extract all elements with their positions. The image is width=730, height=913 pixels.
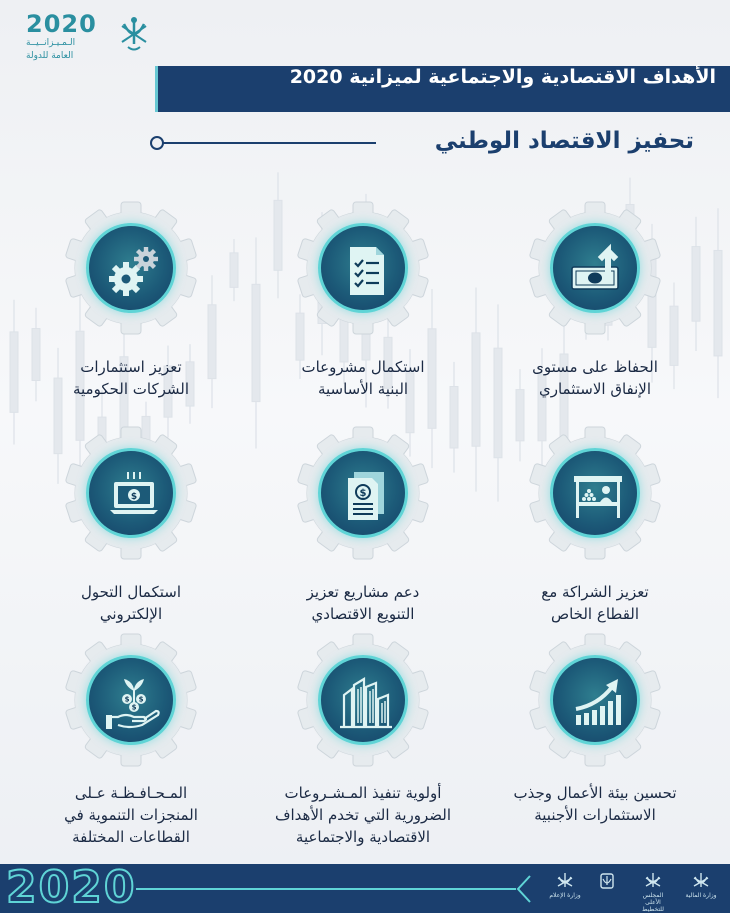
subtitle-underline bbox=[158, 142, 376, 144]
goal-label: استكمال التحول الإلكتروني bbox=[80, 583, 182, 623]
header bbox=[0, 0, 730, 66]
svg-text:$: $ bbox=[130, 492, 138, 502]
council-logo bbox=[590, 872, 624, 910]
national-emblem-icon bbox=[118, 14, 150, 54]
goal-icon-circle bbox=[550, 448, 640, 538]
svg-text:$: $ bbox=[124, 695, 130, 704]
footer-year: 2020 bbox=[6, 862, 137, 913]
financial-document-icon bbox=[336, 466, 396, 526]
section-subtitle: تحفيز الاقتصاد الوطني bbox=[434, 128, 694, 154]
gear-frame bbox=[527, 425, 663, 561]
gear-frame bbox=[527, 632, 663, 768]
logo-year: 2020 bbox=[26, 10, 97, 38]
gear-frame bbox=[63, 632, 199, 768]
goal-label: الحفاظ على مستوى الإنفاق الاستثماري bbox=[532, 358, 658, 398]
goal-label: تعزيز استثمارات الشركات الحكومية bbox=[72, 358, 190, 398]
footer bbox=[0, 864, 730, 913]
ministry-finance-logo: وزارة المالية bbox=[684, 872, 718, 910]
seal-icon bbox=[598, 872, 616, 890]
svg-text:$: $ bbox=[131, 703, 137, 712]
goal-icon-circle bbox=[86, 223, 176, 313]
goal-icon-circle bbox=[318, 223, 408, 313]
gear-frame bbox=[295, 632, 431, 768]
title-banner bbox=[155, 66, 730, 112]
goal-icon-circle bbox=[550, 655, 640, 745]
subtitle-dot bbox=[150, 136, 164, 150]
emblem-icon bbox=[556, 872, 574, 890]
ministry-information-logo: وزارة الإعلام bbox=[548, 872, 582, 910]
emblem-icon bbox=[692, 872, 710, 890]
footer-divider bbox=[136, 888, 516, 890]
gear-frame bbox=[63, 200, 199, 336]
goal-icon-circle bbox=[86, 448, 176, 538]
gear-frame bbox=[295, 200, 431, 336]
budget-logo bbox=[20, 10, 155, 66]
growth-chart-icon bbox=[568, 673, 628, 733]
logo-line1: الـمـيـزانــيــة bbox=[26, 38, 76, 48]
goal-label: تعزيز الشراكة مع القطاع الخاص bbox=[541, 583, 649, 623]
market-stall-icon bbox=[568, 466, 628, 526]
goal-icon-circle bbox=[318, 448, 408, 538]
goal-label: المـحـافـظـة عـلى المنجزات التنموية في القطاعات المختلفة bbox=[64, 784, 198, 846]
gear-frame bbox=[295, 425, 431, 561]
supreme-council-planning-logo: المجلس الأعلى للتخطيط bbox=[636, 872, 670, 910]
logo-line2: العامة للدولة bbox=[26, 51, 74, 61]
svg-text:$: $ bbox=[359, 488, 367, 499]
emblem-icon bbox=[644, 872, 662, 890]
money-up-arrow-icon bbox=[568, 241, 628, 301]
goal-icon-circle bbox=[550, 223, 640, 313]
gears-icon bbox=[104, 241, 164, 301]
laptop-dollar-icon bbox=[104, 466, 164, 526]
goal-icon-circle bbox=[86, 655, 176, 745]
gear-frame bbox=[63, 425, 199, 561]
goal-label: استكمال مشروعات البنية الأساسية bbox=[301, 358, 425, 398]
goal-label: دعم مشاريع تعزيز التنويع الاقتصادي bbox=[306, 583, 420, 623]
gear-frame bbox=[527, 200, 663, 336]
hand-plant-money-icon bbox=[104, 673, 164, 733]
goal-icon-circle bbox=[318, 655, 408, 745]
buildings-icon bbox=[336, 673, 396, 733]
goal-label: أولوية تنفيذ المـشـروعات الضرورية التي تخدم الأهداف الاقتصادية والاجتماعية bbox=[274, 784, 452, 846]
page-title: الأهداف الاقتصادية والاجتماعية لميزانية 2020 bbox=[289, 66, 716, 88]
chevron-left-icon bbox=[514, 874, 532, 904]
goal-label: تحسين بيئة الأعمال وجذب الاستثمارات الأجنبية bbox=[513, 784, 677, 824]
checklist-document-icon bbox=[336, 241, 396, 301]
svg-text:$: $ bbox=[138, 695, 144, 704]
